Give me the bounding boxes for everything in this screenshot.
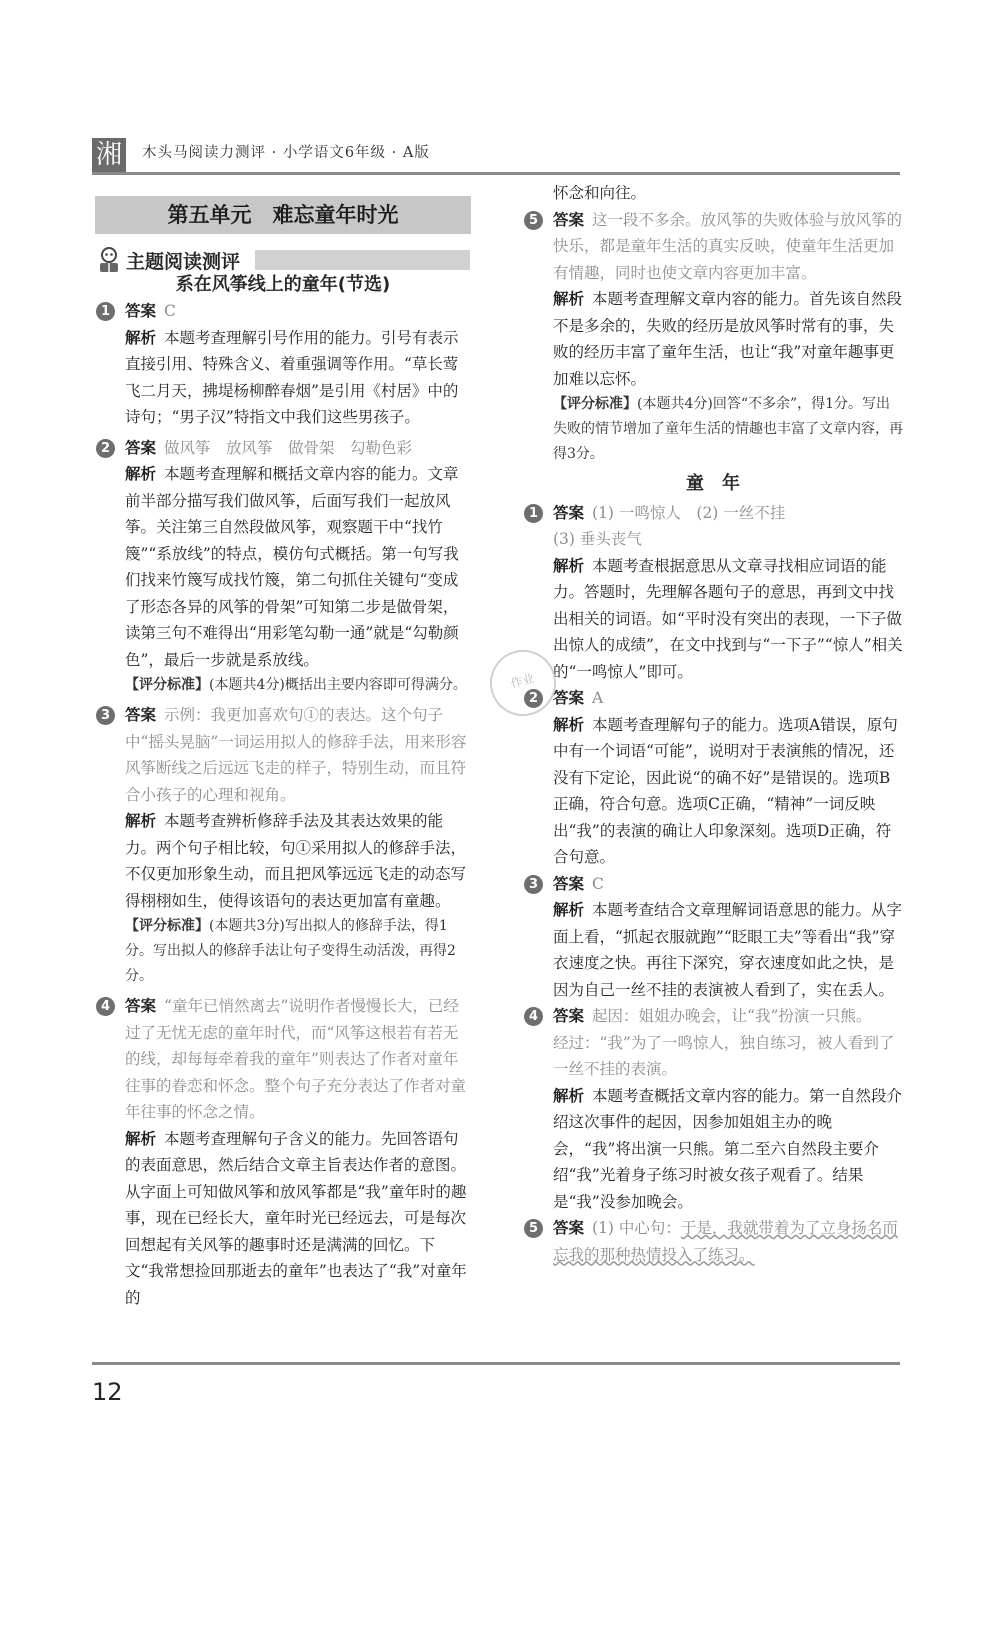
analysis-label: 解析 <box>553 715 585 734</box>
question-1 <box>523 500 903 686</box>
analysis-text: 本题考查辨析修辞手法及其表达效果的能力。两个句子相比较，句①采用拟人的修辞手法，不仅更加形象生动，而且把风筝远远飞走的动态写得栩栩如生，使得该语句的表达更加富有童趣。 <box>125 812 467 910</box>
footer-rule <box>92 1362 900 1365</box>
question-4 <box>523 1003 903 1215</box>
analysis-text: 本题考查理解引号作用的能力。引号有表示直接引用、特殊含义、着重强调等作用。“草长莺飞二月天，拂堤杨柳醉春烟”是引用《村居》中的诗句；“男子汉”特指文中我们这些男孩子。 <box>125 328 459 426</box>
question-2 <box>523 685 903 871</box>
question-number: 2 <box>96 439 115 458</box>
answer-text: “童年已悄然离去”说明作者慢慢长大，已经过了无忧无虑的童年时代，而“风筝这根若有若无的线，却每每牵着我的童年”则表达了作者对童年往事的眷恋和怀念。整个句子充分表达了作者对童年往事的怀念之情。 <box>125 997 467 1121</box>
question-number: 4 <box>524 1007 543 1026</box>
unit-title: 第五单元 难忘童年时光 <box>95 196 471 234</box>
question-number: 2 <box>524 689 543 708</box>
answer-label: 答案 <box>125 302 157 320</box>
analysis-label: 解析 <box>553 901 585 919</box>
criteria-label: 【评分标准】 <box>125 677 209 693</box>
page-number: 12 <box>92 1378 123 1406</box>
answer-text: (1) 一鸣惊人 (2) 一丝不挂 <box>592 503 786 522</box>
question-5 <box>523 207 903 393</box>
answer-text: 经过：“我”为了一鸣惊人，独自练习，被人看到了一丝不挂的表演。 <box>553 1033 895 1078</box>
answer-text: C <box>592 874 604 893</box>
answer-text: 示例：我更加喜欢句①的表达。这个句子中“摇头晃脑”一词运用拟人的修辞手法，用来形容风筝断线之后远远飞走的样子，特别生动，而且符合小孩子的心理和视角。 <box>125 706 467 804</box>
analysis-label: 解析 <box>125 465 157 483</box>
answer-label: 答案 <box>553 689 585 707</box>
criteria-label: 【评分标准】 <box>553 396 637 412</box>
left-column <box>95 298 473 1311</box>
analysis-text: 本题考查理解文章内容的能力。首先该自然段不是多余的，失败的经历是放风筝时常有的事，失败的经历丰富了童年生活，也让“我”对童年趣事更加难以忘怀。 <box>553 290 903 388</box>
scoring-criteria <box>95 914 473 989</box>
header-rule <box>92 172 900 175</box>
analysis-label: 解析 <box>553 290 585 308</box>
continuation-text: 怀念和向往。 <box>553 184 647 202</box>
analysis-text: 本题考查理解句子含义的能力。先回答语句的表面意思，然后结合文章主旨表达作者的意图。从字面上可知做风筝和放风筝都是“我”童年时的趣事，现在已经长大，童年时光已经远去，可是每次回想起有关风筝的趣事时还是满满的回忆。下文“我常想捡回那逝去的童年”也表达了“我”对童年的 <box>125 1129 467 1307</box>
theme-bar <box>255 250 470 270</box>
answer-text: 起因：姐姐办晚会，让“我”扮演一只熊。 <box>592 1007 872 1025</box>
analysis-text: 本题考查概括文章内容的能力。第一自然段介绍这次事件的起因，因参加姐姐主办的晚会，“我”将出演一只熊。第二至六自然段主要介绍“我”光着身子练习时被女孩子观看了。结果是“我”没参加晚会。 <box>553 1086 903 1211</box>
criteria-label: 【评分标准】 <box>125 918 209 934</box>
right-column <box>523 180 903 1268</box>
article-title-right: 童 年 <box>686 473 740 494</box>
question-number: 4 <box>96 997 115 1016</box>
scoring-criteria <box>523 392 903 467</box>
analysis-text: 本题考查根据意思从文章寻找相应词语的能力。答题时，先理解各题句子的意思，再到文中找出相关的词语。如“平时没有突出的表现，一下子做出惊人的成绩”，在文中找到与“一下子”“惊人”相关的“一鸣惊人”即可。 <box>553 556 903 681</box>
answer-label: 答案 <box>553 210 585 229</box>
analysis-label: 解析 <box>125 328 157 347</box>
criteria-text: (本题共4分)回答“不多余”，得1分。写出失败的情节增加了童年生活的情趣也丰富了文章内容，再得3分。 <box>553 396 903 462</box>
analysis-label: 解析 <box>553 556 585 575</box>
homework-stamp: 作业 <box>483 643 564 724</box>
answer-text: C <box>164 302 176 320</box>
criteria-text: (本题共3分)写出拟人的修辞手法，得1分。写出拟人的修辞手法让句子变得生动活泼，再得2分。 <box>125 918 456 984</box>
answer-label: 答案 <box>125 997 157 1015</box>
answer-text: 这一段不多余。放风筝的失败体验与放风筝的快乐，都是童年生活的真实反映，使童年生活更加有情趣，同时也使文章内容更加丰富。 <box>553 210 903 282</box>
question-2 <box>95 435 473 674</box>
answer-label: 答案 <box>553 503 585 522</box>
analysis-label: 解析 <box>125 1129 157 1148</box>
question-number: 3 <box>96 706 115 725</box>
analysis-text: 本题考查理解句子的能力。选项A错误，原句中有一个词语“可能”，说明对于表演熊的情况，还没有下定论，因此说“的确不好”是错误的。选项B正确，符合句意。选项C正确，“精神”一词反映出“我”的表演的确让人印象深刻。选项D正确，符合句意。 <box>553 715 898 866</box>
question-number: 5 <box>524 1219 543 1238</box>
question-5 <box>523 1215 903 1268</box>
header-title: 木头马阅读力测评 · 小学语文6年级 · A版 <box>142 145 430 161</box>
question-number: 1 <box>96 302 115 321</box>
answer-label: 答案 <box>125 438 157 457</box>
analysis-label: 解析 <box>125 812 157 830</box>
question-number: 5 <box>524 211 543 230</box>
article-title-left: 系在风筝线上的童年(节选) <box>175 274 391 295</box>
analysis-text: 本题考查结合文章理解词语意思的能力。从字面上看，“抓起衣服就跑”“眨眼工夫”等看出“我”穿衣速度之快。再往下深究，穿衣速度如此之快，是因为自己一丝不挂的表演被人看到了，实在丢人。 <box>553 901 903 999</box>
scoring-criteria <box>95 673 473 698</box>
question-3 <box>523 871 903 1004</box>
criteria-text: (本题共4分)概括出主要内容即可得满分。 <box>209 677 467 693</box>
answer-prefix: (1) 中心句： <box>592 1219 681 1237</box>
answer-label: 答案 <box>553 874 585 893</box>
answer-text: (3) 垂头丧气 <box>553 530 642 548</box>
answer-text: A <box>592 689 604 707</box>
question-4 <box>95 993 473 1311</box>
answer-label: 答案 <box>125 706 157 724</box>
answer-text: 做风筝 放风筝 做骨架 勾勒色彩 <box>164 438 413 457</box>
question-number: 3 <box>524 875 543 894</box>
question-3 <box>95 702 473 914</box>
analysis-label: 解析 <box>553 1086 585 1105</box>
theme-label: 主题阅读测评 <box>126 251 241 273</box>
analysis-text: 本题考查理解和概括文章内容的能力。文章前半部分描写我们做风筝，后面写我们一起放风筝。关注第三自然段做风筝，观察题干中“找竹篾”“系放线”的特点，模仿句式概括。第一句写我们找来竹篾写成找竹篾，第二句抓住关键句“变成了形态各异的风筝的骨架”可知第二步是做骨架，读第三句不难得出“用彩笔勾勒一通”就是“勾勒颜色”，最后一步就是系放线。 <box>125 465 459 669</box>
answer-text: 于是，我就带着为了立身扬名而忘我的那种热情投入了练习。 <box>553 1219 898 1264</box>
answer-label: 答案 <box>553 1007 585 1025</box>
header-badge: 湘 <box>92 138 126 172</box>
answer-label: 答案 <box>553 1219 585 1237</box>
question-number: 1 <box>524 504 543 523</box>
question-1 <box>95 298 473 431</box>
